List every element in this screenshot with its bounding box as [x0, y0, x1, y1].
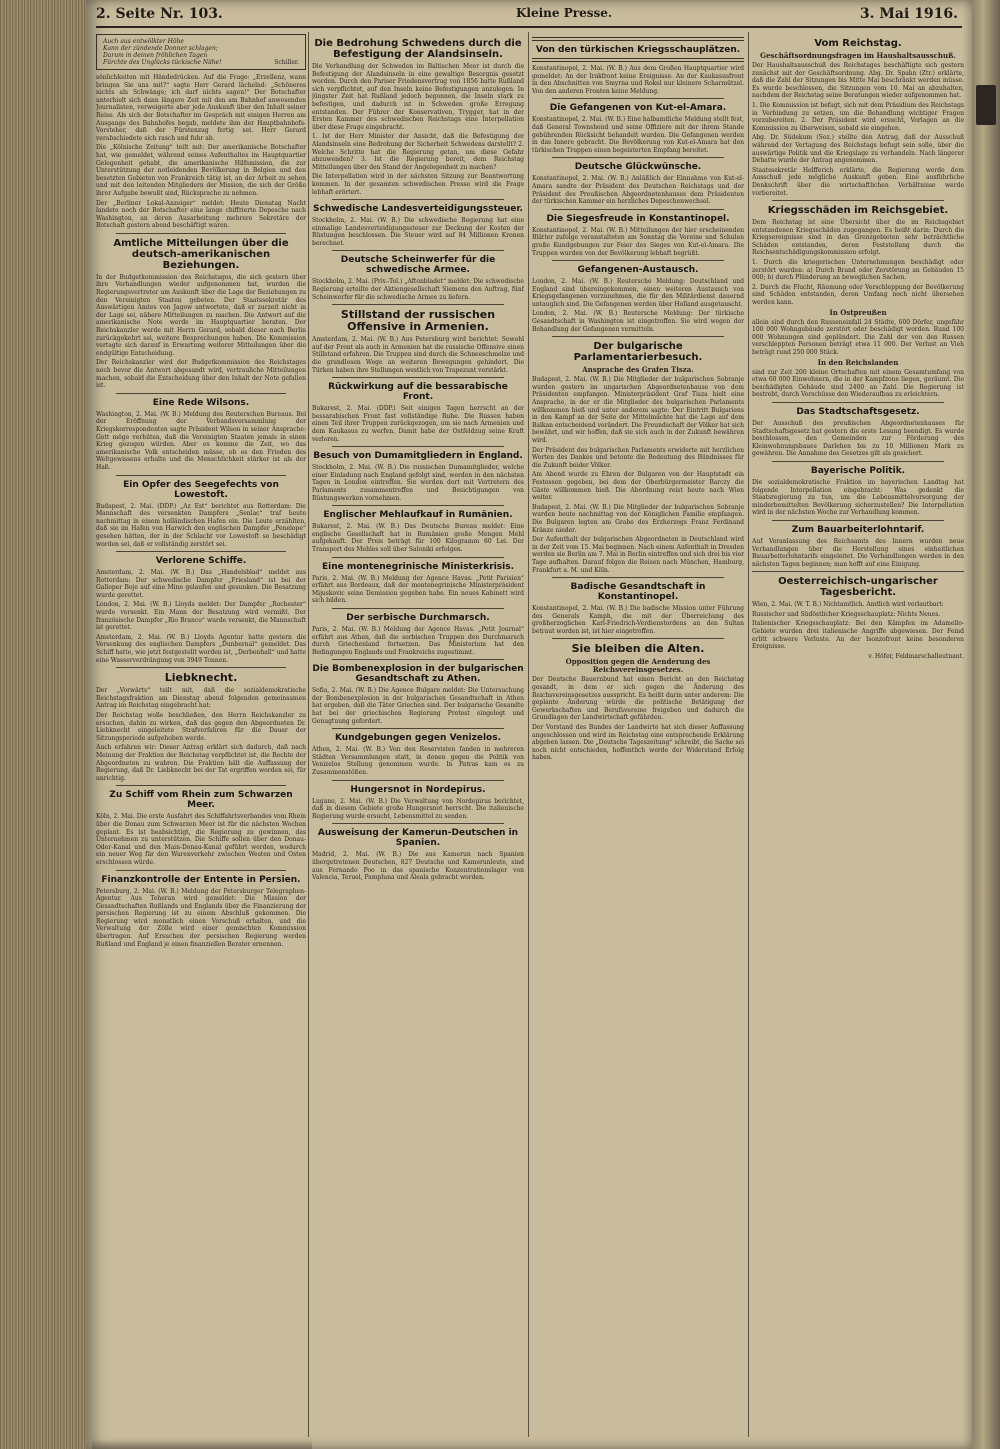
article-text: 1. Die Kommission ist befugt, sich mit dem Präsidium des Reichstags in Verbindung zu setzen, um die Behandlung wichtiger Fragen vorzubereiten. 2. Der Präsident wird ersucht, Vorlagen an die Kommission zu überweisen, sobald sie eingehen. — [752, 101, 964, 132]
divider — [116, 667, 286, 668]
adjacent-page-mark — [976, 85, 996, 125]
divider — [772, 402, 944, 403]
article-subheadline: Geschäftsordnungsfragen im Haushaltsausschuß. — [760, 51, 956, 60]
article-text: Der Reichskanzler wird der Budgetkommission des Reichstages noch bevor die Antwort abgesandt wird, vertrauliche Mitteilungen machen, sobald die Entscheidung über den Inhalt der Note gefallen ist. — [96, 359, 306, 390]
page-number: 2. Seite Nr. 103. — [96, 6, 223, 22]
article-headline: Das Stadtschaftsgesetz. — [796, 406, 920, 417]
column-2 — [312, 34, 524, 1435]
article-text: Paris, 2. Mai. (W. B.) Meldung der Agence Havas. „Petit Parisien“ erfährt aus Bordeaux, daß der montenegrinische Ministerpräsident Mijuskovic seine Demission gegeben habe. Ein neues Kabinett wird sich bilden. — [312, 574, 524, 605]
divider — [332, 446, 504, 447]
article-text: Der Präsident des bulgarischen Parlaments erwiderte mit herzlichen Worten des Dankes und betonte die Bedeutung des Bündnisses für die Zukunft beider Völker. — [532, 446, 744, 469]
divider — [332, 505, 504, 506]
article-text: Die sozialdemokratische Fraktion im bayerischen Landtag hat folgende Interpellation eingebracht: Was gedenkt die Staatsregierung zu tun, um die Lebensmittelversorgung der minderbemittelten Bevölkerung sicherzustellen? Die Interpellation wird in der nächsten Woche zur Verhandlung kommen. — [752, 478, 964, 517]
article-headline: Schwedische Landesverteidigungssteuer. — [313, 204, 523, 215]
column-divider — [308, 32, 309, 1437]
article-subheadline: Opposition gegen die Aenderung des Reichsvereinsgesetzes. — [565, 657, 711, 675]
newspaper-page — [86, 0, 972, 1449]
adjacent-page-edge — [972, 0, 1000, 1449]
newspaper-name: Kleine Presse. — [516, 6, 613, 20]
article-headline: Zum Bauarbeiterlohntarif. — [791, 524, 925, 535]
page-header — [96, 6, 962, 26]
column-divider — [528, 32, 529, 1437]
article-text: sönlichkeiten mit Händedrücken. Auf die Frage: „Erzellenz, wann bringen Sie uns mit?“ sagte Herr Gerard lächelnd: „Schöneres nichts als Schwänge; ich darf nichts sagen!“ Der Botschafter unterhielt sich dann längere Zeit mit den am Bahnhof anwesenden Journalisten, verweigerte aber jede Auskunft über den Inhalt seiner Reise. Als sich der Botschafter im Gespräch mit einigen Herren am Ausgange des Bahnhofes begab, meldete ihm der Hauptbahnhofs-Vorsteher, daß der Fürstenzug fertig sei. Herr Gerard verabschiedete sich rasch und fuhr ab. — [96, 74, 306, 142]
divider — [772, 520, 944, 521]
article-text: Paris, 2. Mai. (W. B.) Meldung der Agence Havas. „Petit Journal“ erfährt aus Athen, daß die serbischen Truppen den Durchmarsch durch Griechenland fortsetzen. Das Ministerium hat den Bedingungen Englands und Frankreichs zugestimmt. — [312, 625, 524, 656]
article-text: allein sind durch den Russeneinfall 24 Städte, 600 Dörfer, ungefähr 100 000 Wohngebäude zerstört oder beschädigt worden. Rund 100 000 Wohnungen sind geplündert. Die Zahl der von den Russen verschleppten Personen beträgt etwa 11 000. Der Verlust an Vieh beträgt rund 250 000 Stück. — [752, 318, 964, 356]
article-text: Budapest, 2. Mai. (DDP.) „Az Est“ berichtet aus Rotterdam: Die Mannschaft des versenkten Dampfers „Senlac“ traf heute nachmittag in einem holländischen Hafen ein. Die Leute erzählten, daß sie im Hafen von Harwich den englischen Dampfer „Penelope“ gesehen hätten, der in der Schlacht vor Lowestoft so beschädigt worden sei, daß er vollständig zerstört sei. — [96, 502, 306, 548]
article-text: Madrid, 2. Mai. (W. B.) Die aus Kamerun nach Spanien übergetretenen Deutschen, 827 Deutsche und Kamerunleute, sind aus Fernando Poo in das spanische Konzentrationslager von Valencia, Teruel, Pampluna und Aleala gebracht worden. — [312, 851, 524, 882]
bottom-shadow — [92, 1439, 312, 1449]
article-headline: Oesterreichisch-ungarischer Tagesbericht. — [778, 576, 938, 599]
article-text: Bukarest, 2. Mai. (DDP.) Seit einigen Tagen herrscht an der bessarabischen Front fast vollständige Ruhe. Die Russen haben einen Teil ihrer Truppen zurückgezogen, um sie nach Armenien und dem Kaukasus zu werfen. Damit habe der Ostfeldzug seine Kraft verloren. — [312, 405, 524, 443]
divider — [116, 551, 286, 552]
article-text: Budapest, 2. Mai. (W. B.) Die Mitglieder der bulgarischen Sobranje wurden gestern im ungarischen Abgeordnetenhause von dem Präsidenten empfangen. Ministerpräsident Graf Tisza hielt eine Ansprache, in der er die Mitglieder des bulgarischen Parlaments willkommen hieß und unter anderem sagte: Der Eintritt Bulgariens in den Kampf an der Seite der Mittelmächte hat die Lage auf dem Balkan entscheidend verändert. Die Freundschaft der Völker hat sich bewährt, und wir hoffen, daß sie sich auch in der Zukunft bewähren wird. — [532, 376, 744, 444]
divider — [116, 870, 286, 871]
article-text: Petersburg, 2. Mai. (W. B.) Meldung der Petersburger Telegraphen-Agentur. Aus Teheran wird gemeldet: Die Mission der Gesandtschaften Rußlands und Englands über die Finanzierung der persischen Regierung ist zu einem Abschluß gekommen. Die Regierung wird monatlich einen Vorschuß erhalten, und die Verwaltung der Zölle wird einer gemischten Kommission übertragen. Auf Ersuchen der persischen Regierung werden Rußland und England je einen finanziellen Berater ernennen. — [96, 887, 306, 948]
divider — [332, 199, 504, 200]
divider — [332, 557, 504, 558]
divider — [332, 659, 504, 660]
article-text: Konstantinopel, 2. Mai. (W. B.) Anläßlich der Einnahme von Kut-el-Amara sandte der Präsident des Deutschen Reichstags und der Präsident des Preußischen Abgeordnetenhauses dem Präsidenten der türkischen Kammer ein herzliches Depeschenwechsel. — [532, 175, 744, 206]
article-text: Staatssekretär Helfferich erklärte, die Regierung werde dem Ausschuß jede mögliche Auskunft geben. Eine ausführliche Denkschrift über die wirtschaftlichen Verhältnisse werde vorbereitet. — [752, 166, 964, 197]
divider — [332, 608, 504, 609]
article-text: Der Deutsche Bauernbund hat einen Bericht an den Reichstag gesandt, in dem er sich gegen die Änderung des Reichsvereinsgesetzes ausspricht. Es heißt darin unter anderem: Die geplante Änderung würde die politische Betätigung der Gewerkschaften und Berufsvereine freigeben und dadurch die Grundlagen der Landwirtschaft gefährden. — [532, 676, 744, 722]
divider — [332, 823, 504, 824]
article-text: Der Haushaltsausschuß des Reichstages beschäftigte sich gestern zunächst mit der Geschäftsordnung. Abg. Dr. Spahn (Ztr.) erklärte, daß die Zahl der Sitzungen bis Mitte Mai beschränkt werden müsse. Es wurde beschlossen, die Sitzungen vom 10. Mai an abzuhalten, nachdem der Reichstag seine Beratungen wieder aufgenommen hat. — [752, 62, 964, 100]
divider — [552, 336, 724, 337]
article-text: Die Interpellation wird in der nächsten Sitzung zur Beantwortung kommen. In der gesamten schwedischen Presse wird die Frage lebhaft erörtert. — [312, 173, 524, 196]
divider — [116, 393, 286, 394]
article-headline: Deutsche Glückwünsche. — [574, 162, 702, 173]
column-1 — [96, 34, 306, 1435]
article-headline: Rückwirkung auf die bessarabische Front. — [328, 382, 508, 403]
article-headline: Stillstand der russischen Offensive in Armenien. — [340, 308, 496, 334]
article-text: Bukarest, 2. Mai. (W. B.) Das Deutsche Bureau meldet: Eine englische Gesellschaft hat in Rumänien große Mengen Mehl aufgekauft. Der Preis beträgt für 100 Kilogramm 60 Lei. Der Transport des Mehles soll über Saloniki erfolgen. — [312, 523, 524, 553]
divider — [772, 461, 944, 462]
article-headline: Verlorene Schiffe. — [155, 556, 247, 567]
article-headline: Die Bedrohung Schwedens durch die Befestigung der Alandsinseln. — [314, 38, 522, 60]
article-text: 1. Durch die kriegerischen Unternehmungen beschädigt oder zerstört wurden: a) Durch Brand oder Zerstörung an Gebäuden 15 000; b) durch Plünderung an beweglichen Sachen. — [752, 259, 964, 282]
article-headline: Kundgebungen gegen Venizelos. — [334, 733, 502, 744]
column-3 — [532, 34, 744, 1435]
divider — [116, 233, 286, 234]
article-text: Der Reichstag wolle beschließen, den Herrn Reichskanzler zu ersuchen, dahin zu wirken, daß das gegen den Abgeordneten Dr. Liebknecht eingeleitete Strafverfahren für die Dauer der Sitzungsperiode aufgehoben werde. — [96, 712, 306, 742]
article-headline: Bayerische Politik. — [810, 465, 906, 476]
article-headline: Die Siegesfreude in Konstantinopel. — [546, 213, 730, 224]
article-text: Der „Vorwärts“ teilt mit, daß die sozialdemokratische Reichstagsfraktion am Dienstag abend folgenden gemeinsamen Antrag im Reichstag eingebracht hat: — [96, 687, 306, 710]
article-headline: Kriegsschäden im Reichsgebiet. — [767, 205, 949, 217]
article-text: Abg. Dr. Südekum (Soz.) stellte den Antrag, daß der Ausschuß während der Vertagung des Reichstags befugt sein solle, über die auswärtige Politik und die Kriegslage zu verhandeln. Nach längerer Debatte wurde der Antrag angenommen. — [752, 134, 964, 165]
article-subheadline: Ansprache des Grafen Tisza. — [582, 365, 694, 375]
article-text: 2. Durch die Flucht, Räumung oder Verschleppung der Bevölkerung sind Schäden entstanden, deren Umfang noch nicht übersehen werden kann. — [752, 283, 964, 307]
divider — [332, 250, 504, 251]
article-headline: Die Bombenexplosion in der bulgarischen Gesandtschaft zu Athen. — [312, 664, 524, 685]
article-headline: Eine montenegrinische Ministerkrisis. — [321, 561, 515, 572]
article-text: Köln, 2. Mai. Die erste Ausfahrt des Schiffahrtsverbandes vom Rhein über die Donau zum Schwarzen Meer ist für die nächsten Wochen geplant. Es ist beabsichtigt, die Regierung zu gewinnen, das Unternehmen zu unterstützen. Die Schiffe sollen über den Donau-Oder-Kanal und den Main-Donau-Kanal geführt werden, wodurch ein neuer Weg für den Warenverkehr zwischen Westen und Osten erschlossen würde. — [96, 813, 306, 866]
article-headline: Ein Opfer des Seegefechts von Lowestoft. — [123, 479, 279, 500]
article-headline: Badische Gesandtschaft in Konstantinopel. — [570, 582, 706, 603]
article-text: Der Vorstand des Bundes der Landwirte hat sich dieser Auffassung angeschlossen und wird im Reichstag eine entsprechende Erklärung abgeben lassen. Die „Deutsche Tageszeitung“ schreibt, die Sache sei noch nicht entschieden, hoffentlich werde der Widerstand Erfolg haben. — [532, 724, 744, 762]
article-text: Die „Kölnische Zeitung“ teilt mit: Der amerikanische Botschafter hat, wie gemeldet, während seines Aufenthaltes im Hauptquartier Gelegenheit gehabt, die amerikanische Hilfsmission, die zur Unterstützung der notleidenden Bevölkerung in Belgien und den besetzten Gebieten von Frankreich tätig ist, an der Arbeit zu sehen und mit den leitenden Mitgliedern der Mission, die sich der Größe ihrer Aufgabe bewußt sind, Rücksprache zu nehmen. — [96, 144, 306, 197]
divider — [552, 98, 724, 99]
article-headline: Der bulgarische Parlamentarierbesuch. — [573, 341, 703, 364]
poem-line: Fürchte des Unglücks tückische Nähe! — [103, 59, 222, 66]
article-text: Der Ausschuß des preußischen Abgeordnetenhauses für Stadtschaftsgesetz hat gestern die erste Lesung beendigt. Es wurde beschlossen, den Gemeinden zur Förderung des Kleinwohnungsbaues Darlehen bis zu 10 Millionen Mark zu gewähren. Die Annahme des Gesetzes gilt als gesichert. — [752, 419, 964, 458]
column-divider — [748, 32, 749, 1437]
poem-line: Darum in deinen fröhlichen Tagen — [103, 52, 208, 59]
issue-date: 3. Mai 1916. — [859, 6, 958, 22]
article-headline: Zu Schiff vom Rhein zum Schwarzen Meer. — [109, 790, 293, 811]
poem-line: Auch aus entwölkter Höhe — [103, 38, 184, 45]
divider — [332, 780, 504, 781]
article-headline: Englischer Mehlaufkauf in Rumänien. — [323, 510, 513, 521]
article-headline: Von den türkischen Kriegsschauplätzen. — [535, 45, 741, 55]
article-text: Wien, 2. Mai. (W. T. B.) Nichtamtlich. Amtlich wird verlautbart: — [752, 601, 944, 609]
article-text: Dem Reichstag ist eine Übersicht über die im Reichsgebiet entstandenen Kriegsschäden zugegangen. Es heißt darin: Durch die Kriegsereignisse sind in den Grenzgebieten sehr beträchtliche Schäden entstanden, deren Feststellung durch die Reichsentschädigungskommission erfolgt. — [752, 219, 964, 257]
article-text: Stockholm, 2. Mai. (Priv.-Tel.) „Aftonbladet“ meldet: Die schwedische Regierung erteilte der Aktiengesellschaft Siemens den Auftrag, fünf Scheinwerfer für die schwedische Armee zu liefern. — [312, 278, 524, 301]
article-text: Lugano, 2. Mai. (W. B.) Die Verwaltung von Nordepirus berichtet, daß in diesem Gebiete große Hungersnot herrscht. Die italienische Regierung wurde ersucht, Lebensmittel zu senden. — [312, 797, 524, 820]
article-headline: Gefangenen-Austausch. — [577, 265, 699, 276]
article-text: London, 2. Mai. (W. B.) Reutersche Meldung: Deutschland und England sind übereingekommen, einen weiteren Austausch von Kriegsgefangenen vorzunehmen, die für den Militärdienst dauernd untauglich sind. Die Gefangenen werden über Holland ausgetauscht. — [532, 278, 744, 308]
divider — [552, 577, 724, 578]
article-text: Auch erfahren wir: Dieser Antrag erklärt sich dadurch, daß nach Meinung der Fraktion der Reichstag verpflichtet ist, die Rechte der Abgeordneten zu wahren. Die Fraktion hält die Auffassung der Regierung, daß Dr. Liebknecht bei der Tat ergriffen worden sei, für unrichtig. — [96, 744, 306, 782]
divider — [552, 638, 724, 639]
divider — [332, 304, 504, 305]
poem-box — [96, 34, 306, 70]
article-headline: Eine Rede Wilsons. — [152, 397, 250, 408]
double-rule — [532, 37, 744, 41]
article-headline: Amtliche Mitteilungen über die deutsch-amerikanischen Beziehungen. — [113, 237, 289, 271]
article-text: Konstantinopel, 2. Mai. (W. B.) Eine halbamtliche Meldung stellt fest, daß General Townshend und seine Offiziere mit der ihrem Stande gebührenden Rücksicht behandelt wurden. Die Gefangenen werden in das Innere gebracht. Die Bevölkerung von Kut-el-Amara hat den türkischen Truppen einen begeisterten Empfang bereitet. — [532, 116, 744, 154]
article-text: Der Aufenthalt der bulgarischen Abgeordneten in Deutschland wird in der Zeit vom 15. Mai beginnen. Nach einem Aufenthalt in Dresden werden sie Berlin am 7. Mai in Berlin eintreffen und sich drei bis vier Tage aufhalten. Darauf folgen die Reisen nach München, Hamburg, Frankfurt a. M. und Köln. — [532, 536, 744, 574]
divider — [552, 260, 724, 261]
signature-line: v. Höfer, Feldmarschalleutnant. — [868, 652, 964, 660]
article-text: Stockholm, 2. Mai. (W. B.) Die russischen Dumamitglieder, welche einer Einladung nach England gefolgt sind, werden in den nächsten Tagen in London eintreffen. Sie werden dort mit Vertretern des Parlaments zusammentreffen und Besichtigungen von Rüstungswerken vornehmen. — [312, 464, 524, 502]
divider — [772, 200, 944, 201]
divider — [116, 785, 286, 786]
divider — [752, 571, 964, 572]
article-headline: Finanzkontrolle der Entente in Persien. — [101, 874, 301, 885]
article-headline: Hungersnot in Nordepirus. — [350, 784, 486, 795]
article-text: Washington, 2. Mai. (W. B.) Meldung des Reuterschen Bureaus. Bei der Eröffnung der Verbandsversammlung der Kriegskorrespondenten sagte Präsident Wilson in seiner Ansprache: Gott möge verhüten, daß die Vereinigten Staaten jemals in einen Krieg gezogen würden. Aber es komme die Zeit, wo das amerikanische Volk entscheiden müsse, ob es den Frieden des Weltgewissens erhalte und die Menschlichkeit stärker ist als der Haß. — [96, 410, 306, 471]
article-text: Konstantinopel, 2. Mai. (W. B.) Die badische Mission unter Führung des Generals Kamph, die mit der Überreichung des großherzoglichen Karl-Friedrich-Verdienstordens an den Sultan betraut worden ist, ist hier eingetroffen. — [532, 605, 744, 635]
article-text: sind zur Zeit 200 kleine Ortschaften mit einem Gesamtumfang von etwa 60 000 Einwohnern, die in der Kampfzone liegen, geräumt. Die beschädigten Gebäude sind 2400 an Zahl. Die Regierung ist bestrebt, durch Vorschüsse den Wiederaufbau zu erleichtern. — [752, 368, 964, 399]
divider — [552, 209, 724, 210]
article-text: Amsterdam, 2. Mai. (W. B.) Lloyds Agentur hatte gestern die Versenkung des englischen Dampfers „Dunbernal“ gemeldet. Das Schiff hatte, wie jetzt festgestellt worden ist, „Derbenhall“ und hatte eine Wasserverdrängung von 3949 Tonnen. — [96, 633, 306, 664]
article-text: Am Abend wurde zu Ehren der Bulgaren von der Hauptstadt ein Festessen gegeben, bei dem der Oberbürgermeister Barczy die Gäste willkommen hieß. Die Abordnung reist heute nach Wien weiter. — [532, 471, 744, 502]
double-rule — [532, 58, 744, 62]
article-text: Konstantinopel, 2. Mai. (W. B.) Mitteilungen der hier erscheinenden Blätter zufolge veranstalteten am Sonntag die Vereine und Schulen große Kundgebungen zur Feier des Sieges von Kut-el-Amara. Die Truppen wurden von der Bevölkerung lebhaft begrüßt. — [532, 226, 744, 257]
article-headline: Besuch von Dumamitgliedern in England. — [313, 451, 523, 462]
article-text: Konstantinopel, 2. Mai. (W. B.) Aus dem Großen Hauptquartier wird gemeldet: An der Irakfront keine Ereignisse. An der Kaukasusfront in den Abschnitten von Smyrna und Rokel nur kleinere Scharmützel. Von den anderen Fronten keine Meldung. — [532, 65, 744, 95]
article-text: Amsterdam, 2. Mai. (W. B.) Aus Petersburg wird berichtet: Sowohl auf der Front als auch in Armenien hat die russische Offensive einen Stillstand erfahren. Die Truppen sind durch die Schneeschmelze und die grundlosen Wege an weiteren Bewegungen gehindert. Die Türken haben ihre Stellungen westlich von Trapezunt verstärkt. — [312, 336, 524, 374]
article-text: Budapest, 2. Mai. (W. B.) Die Mitglieder der bulgarischen Sobranje wurden heute nachmittag von der Königlichen Familie empfangen. Die Bulgaren legten am Grabe des Erzherzogs Franz Ferdinand Kränze nieder. — [532, 503, 744, 534]
poem-author: Schiller. — [274, 59, 299, 66]
article-headline: Der serbische Durchmarsch. — [346, 612, 490, 623]
article-headline: Sie bleiben die Alten. — [571, 642, 705, 656]
header-rule — [96, 26, 962, 28]
article-text: Die Verhandlung der Schweden im Baltischen Meer ist durch die Befestigung der Alandsinseln in eine gewaltige Besorgnis gesetzt worden. Durch den Pariser Friedensvertrag von 1856 hatte Rußland sich verpflichtet, auf den Inseln keine Befestigungen anzulegen. In jüngster Zeit hat Rußland jedoch begonnen, die Inseln stark zu befestigen, und dadurch ist in Schweden große Erregung entstanden. Der Führer der Konservativen, Trygger, hat in der Ersten Kammer des schwedischen Reichstags eine Interpellation über diese Frage eingebracht. — [312, 63, 524, 131]
section-subheading: In den Reichslanden — [817, 357, 899, 367]
article-text: Italienischer Kriegsschauplatz: Bei den Kämpfen im Adamello-Gebiete wurden drei italienische Angriffe abgewiesen. Der Feind erlitt schwere Verluste. An der Isonzofront keine besonderen Ereignisse. — [752, 620, 964, 651]
divider — [552, 157, 724, 158]
article-text: London, 2. Mai. (W. B.) Lloyds meldet: Der Dampfer „Rochester“ wurde versenkt. Ein Mann der Besatzung wird vermißt. Der französische Dampfer „Rio Branco“ wurde versenkt, die Mannschaft ist gerettet. — [96, 601, 306, 632]
divider — [332, 728, 504, 729]
article-headline: Vom Reichstag. — [814, 38, 902, 49]
divider — [116, 475, 286, 476]
article-headline: Deutsche Scheinwerfer für die schwedische Armee. — [340, 255, 496, 276]
article-text: Athen, 2. Mai. (W. B.) Von den Reservisten fanden in mehreren Städten Versammlungen statt, in denen gegen die Politik von Venizelos Stellung genommen wurde. In Patras kam es zu Zusammenstößen. — [312, 746, 524, 777]
column-4 — [752, 34, 964, 1435]
article-headline: Die Gefangenen von Kut-el-Amara. — [549, 103, 727, 114]
article-text: Stockholm, 2. Mai. (W. B.) Die schwedische Regierung hat eine einmalige Landesverteidigungssteuer zur Deckung der Kosten der Rüstungen beschlossen. Die Steuer wird auf 84 Millionen Kronen berechnet. — [312, 217, 524, 247]
article-text: Russischer und Südöstlicher Kriegsschauplatz: Nichts Neues. — [752, 610, 941, 618]
article-text: Amsterdam, 2. Mai. (W. B.) Das „Handelsblad“ meldet aus Rotterdam: Der schwedische Dampfer „Friesland“ ist bei der Galloper Boje auf eine Mine gelaufen und gesunken. Die Besatzung wurde gerettet. — [96, 569, 306, 599]
article-text: In der Budgetkommission des Reichstages, die sich gestern über ihre Verhandlungen wieder aufgenommen hat, wurden die Regierungsvertreter um Auskunft über die Lage der Beziehungen zu den Vereinigten Staaten gebeten. Der Staatssekretär des Auswärtigen Amtes von Jagow antwortete, daß er zurzeit nicht in der Lage sei, nähere Mitteilungen zu machen. Die Antwort auf die amerikanische Note werde im Hauptquartier beraten. Der Reichskanzler werde mit Herrn Gerard, sobald dieser nach Berlin zurückgekehrt sei, weitere Besprechungen haben. Die Kommission vertagte sich darauf in Erwartung weiterer Mitteilungen über die endgültige Entscheidung. — [96, 273, 306, 357]
article-headline: Ausweisung der Kamerun-Deutschen in Spanien. — [317, 828, 519, 849]
article-text: 1. Ist der Herr Minister der Ansicht, daß die Befestigung der Alandsinseln eine Bedrohung der Sicherheit Schwedens darstellt? 2. Welche Schritte hat die Regierung getan, um diese Gefahr abzuwenden? 3. Ist die Regierung bereit, dem Reichstag Mitteilungen über den Stand der Angelegenheit zu machen? — [312, 133, 524, 171]
article-text: London, 2. Mai. (W. B.) Reutersche Meldung: Der türkische Gesandtschaft in Washington ist eingetroffen. Sie wird wegen der Behandlung der Gefangenen vermitteln. — [532, 310, 744, 333]
section-subheading: In Ostpreußen — [829, 307, 887, 317]
poem-line: Kann der zündende Donner schlagen; — [103, 45, 218, 52]
article-headline: Liebknecht. — [164, 671, 238, 685]
article-text: Der „Berliner Lokal-Anzeiger“ meldet: Heute Dienstag Nacht landete noch der Botschafter eine lange chiffrierte Depesche nach Washington, an deren Ausarbeitung mehrere Sekretäre der Botschaft gestern abend beschäftigt waren. — [96, 199, 306, 230]
article-text: Sofia, 2. Mai. (W. B.) Die Agence Bulgare meldet: Die Untersuchung der Bombenexplosion in der bulgarischen Gesandtschaft in Athen hat ergeben, daß die Täter Griechen sind. Der bulgarische Gesandte hat bei der griechischen Regierung Protest eingelegt und Genugtuung gefordert. — [312, 687, 524, 725]
divider — [332, 377, 504, 378]
article-text: Auf Veranlassung des Reichsamts des Innern wurden neue Verhandlungen über die Herstellung eines einheitlichen Bauarbeiterlohntarifs eingeleitet. Die Verhandlungen werden in den nächsten Tagen beginnen; man hofft auf eine Einigung. — [752, 537, 964, 568]
book-binding-edge — [0, 0, 86, 1449]
